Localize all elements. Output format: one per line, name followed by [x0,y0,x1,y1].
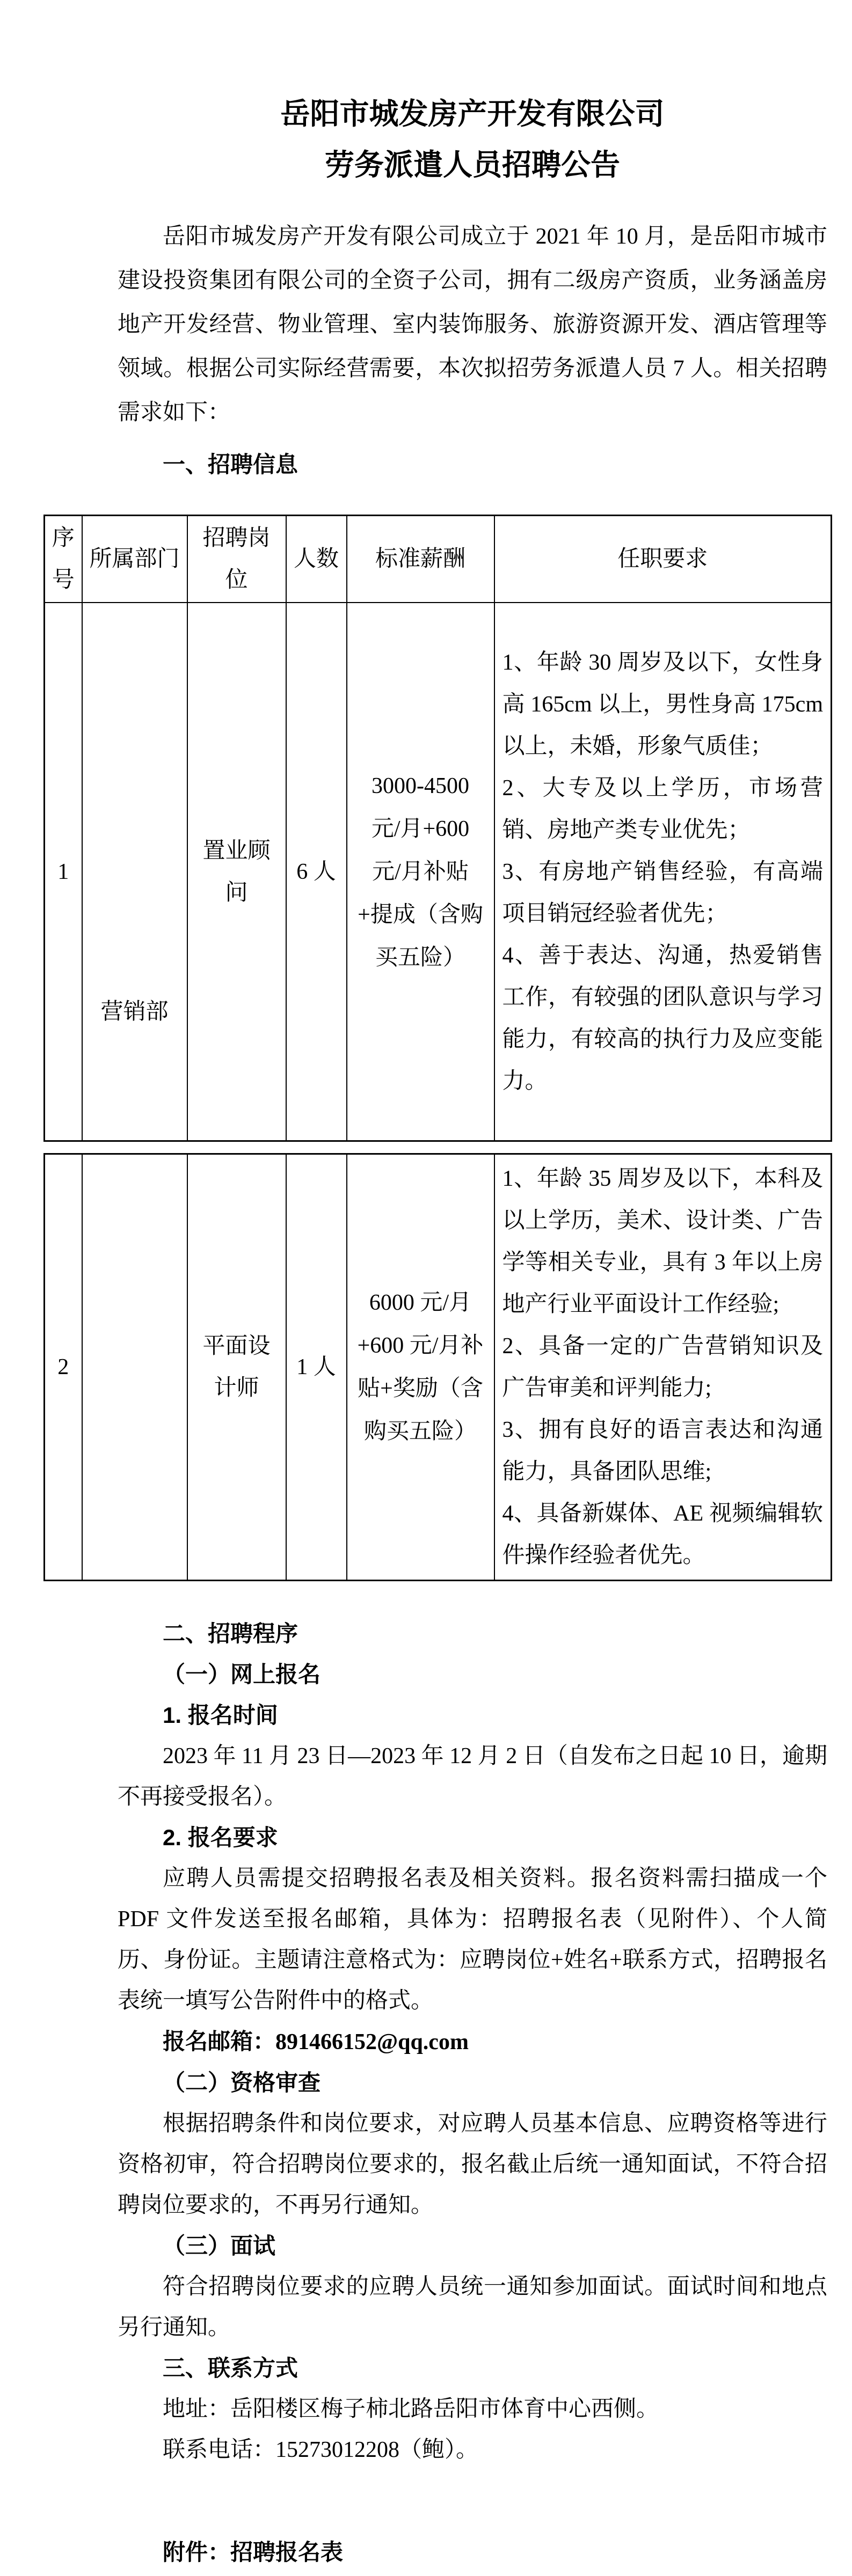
email-label: 报名邮箱： [163,2029,276,2054]
table-row-2 [45,1154,832,1581]
online-registration-heading: （一）网上报名 [163,1662,321,1687]
header-cell-department: 所属部门 [82,516,187,603]
row1-requirement-item: 2、大专及以上学历，市场营销、房地产类专业优先； [502,775,823,842]
recruitment-table-part1 [43,515,832,1142]
row2-salary-cell: 6000 元/月+600 元/月补贴+奖励（含购买五险） [347,1154,494,1581]
section2-heading: 二、招聘程序 [163,1621,298,1646]
header-cell-salary: 标准薪酬 [347,516,494,603]
row2-requirements-cell [494,1154,832,1581]
row1-requirement-item: 4、善于表达、沟通，热爱销售工作，有较强的团队意识与学习能力，有较高的执行力及应变能力。 [502,943,823,1093]
header-cell-requirements: 任职要求 [494,516,832,603]
row2-department-cell [82,1154,187,1581]
header-cell-position: 招聘岗位 [187,516,286,603]
registration-email-line [118,2021,827,2063]
email-address: 891466152@qq.com [275,2030,469,2054]
table-row-1 [45,603,832,1141]
attachment-line: 附件：招聘报名表 [163,2540,344,2565]
recruitment-table-part2 [43,1153,832,1581]
registration-requirement-heading: 2. 报名要求 [163,1825,278,1850]
row1-requirement-item: 1、年龄 30 周岁及以下，女性身高 165cm 以上，男性身高 175cm 以上，未婚，形象气质佳； [502,650,823,759]
row1-requirements-cell [494,603,832,1141]
section1-heading: 一、招聘信息 [163,452,298,477]
row2-requirement-item: 2、具备一定的广告营销知识及广告审美和评判能力; [502,1334,823,1400]
header-cell-count: 人数 [286,516,347,603]
row1-count-cell: 6 人 [286,603,347,1141]
qualification-review-paragraph: 根据招聘条件和岗位要求，对应聘人员基本信息、应聘资格等进行资格初审，符合招聘岗位要求的，报名截止后统一通知面试，不符合招聘岗位要求的，不再另行通知。 [118,2111,827,2218]
row2-requirement-item: 3、拥有良好的语言表达和沟通能力，具备团队思维; [502,1418,823,1484]
qualification-review-heading: （二）资格审查 [163,2070,321,2095]
section3-heading: 三、联系方式 [163,2355,298,2381]
contact-address-line: 地址：岳阳楼区梅子柿北路岳阳市体育中心西侧。 [163,2397,659,2421]
row2-position-cell: 平面设计师 [187,1154,286,1581]
registration-time-paragraph: 2023 年 11 月 23 日—2023 年 12 月 2 日（自发布之日起 10 日，逾期不再接受报名）。 [118,1744,827,1809]
interview-paragraph: 符合招聘岗位要求的应聘人员统一通知参加面试。面试时间和地点另行通知。 [118,2274,827,2340]
row1-position-cell: 置业顾问 [187,603,286,1141]
row1-department-cell: 营销部 [82,603,187,1141]
row2-requirement-item: 1、年龄 35 周岁及以下，本科及以上学历，美术、设计类、广告学等相关专业，具有 3 年以上房地产行业平面设计工作经验; [502,1166,823,1317]
row1-requirement-item: 3、有房地产销售经验，有高端项目销冠经验者优先； [502,859,823,926]
registration-requirement-paragraph: 应聘人员需提交招聘报名表及相关资料。报名资料需扫描成一个 PDF 文件发送至报名邮箱，具体为：招聘报名表（见附件）、个人简历、身份证。主题请注意格式为：应聘岗位+姓名+联系方式，招聘报名表统一填写公告附件中的格式。 [118,1866,827,2013]
row2-requirement-item: 4、具备新媒体、AE 视频编辑软件操作经验者优先。 [502,1501,823,1568]
registration-time-heading: 1. 报名时间 [163,1702,278,1728]
intro-paragraph: 岳阳市城发房产开发有限公司成立于 2021 年 10 月，是岳阳市城市建设投资集团有限公司的全资子公司，拥有二级房产资质，业务涵盖房地产开发经营、物业管理、室内装饰服务、旅游资源开发、酒店管理等领域。根据公司实际经营需要，本次拟招劳务派遣人员 7 人。相关招聘需求如下： [118,224,827,425]
table-header-row [45,516,832,603]
contact-phone-line: 联系电话：15273012208（鲍）。 [163,2438,479,2462]
row1-salary-cell: 3000-4500 元/月+600 元/月补贴+提成（含购买五险） [347,603,494,1141]
header-cell-no: 序号 [45,516,82,603]
interview-heading: （三）面试 [163,2233,276,2258]
doc-title-line-1: 岳阳市城发房产开发有限公司 [280,98,665,130]
row2-count-cell: 1 人 [286,1154,347,1581]
doc-title-line-2: 劳务派遣人员招聘公告 [324,149,620,181]
row2-no-cell: 2 [45,1154,82,1581]
row1-no-cell: 1 [45,603,82,1141]
